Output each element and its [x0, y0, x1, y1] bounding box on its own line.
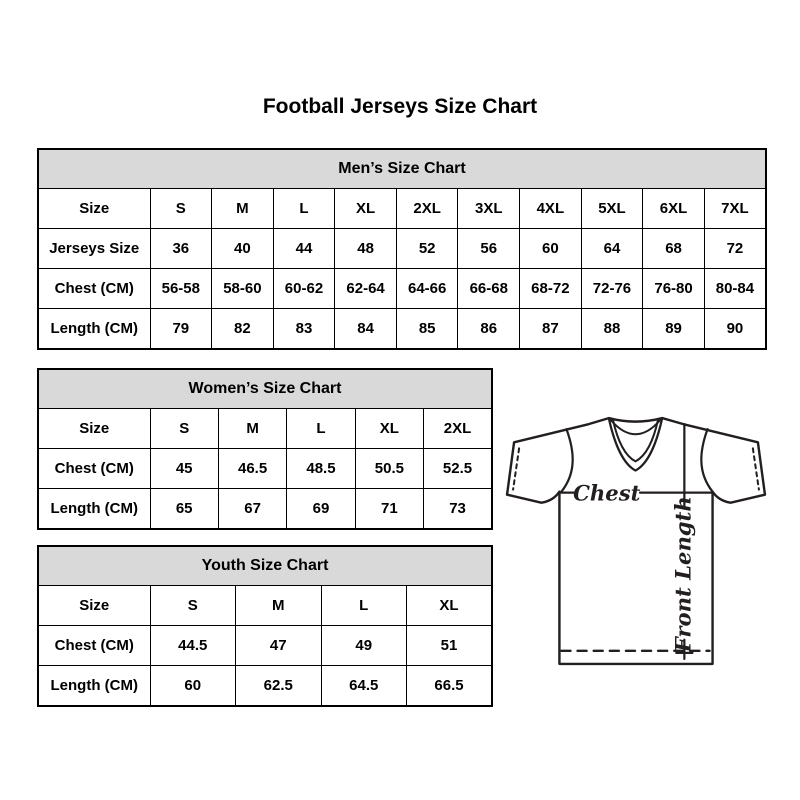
value-cell: 45	[150, 449, 218, 489]
value-cell: 86	[458, 309, 520, 350]
table-row	[38, 409, 492, 449]
row-label-cell: Chest (CM)	[38, 269, 150, 309]
value-cell: 80-84	[704, 269, 766, 309]
value-cell: 64.5	[321, 666, 407, 707]
row-label-cell: Chest (CM)	[38, 626, 150, 666]
value-cell: 40	[212, 229, 274, 269]
table-title: Youth Size Chart	[38, 546, 492, 586]
table-row	[38, 269, 766, 309]
value-cell: 52.5	[424, 449, 492, 489]
value-cell: 56-58	[150, 269, 212, 309]
table-row	[38, 666, 492, 707]
value-cell: 68-72	[520, 269, 582, 309]
row-label-cell: Jerseys Size	[38, 229, 150, 269]
size-header-cell: S	[150, 409, 218, 449]
table-title: Men’s Size Chart	[38, 149, 766, 189]
value-cell: 69	[287, 489, 355, 530]
value-cell: 82	[212, 309, 274, 350]
value-cell: 90	[704, 309, 766, 350]
table-row	[38, 449, 492, 489]
size-header-cell: 2XL	[396, 189, 458, 229]
left-sleeve-seam	[561, 429, 572, 491]
value-cell: 87	[520, 309, 582, 350]
row-label-cell: Size	[38, 189, 150, 229]
value-cell: 64	[581, 229, 643, 269]
left-cuff-dashed-line	[513, 448, 519, 489]
value-cell: 60	[520, 229, 582, 269]
size-header-cell: XL	[407, 586, 493, 626]
value-cell: 83	[273, 309, 335, 350]
value-cell: 89	[643, 309, 705, 350]
value-cell: 67	[218, 489, 286, 530]
table-row	[38, 626, 492, 666]
row-label-cell: Length (CM)	[38, 489, 150, 530]
value-cell: 72-76	[581, 269, 643, 309]
size-header-cell: 6XL	[643, 189, 705, 229]
mens-size-chart-table	[37, 148, 767, 350]
size-header-cell: M	[236, 586, 322, 626]
value-cell: 52	[396, 229, 458, 269]
value-cell: 60	[150, 666, 236, 707]
value-cell: 66.5	[407, 666, 493, 707]
table-row	[38, 309, 766, 350]
size-header-cell: L	[273, 189, 335, 229]
row-label-cell: Length (CM)	[38, 666, 150, 707]
table-title-row	[38, 546, 492, 586]
value-cell: 48.5	[287, 449, 355, 489]
value-cell: 62.5	[236, 666, 322, 707]
size-header-cell: L	[287, 409, 355, 449]
youth-size-chart-table	[37, 545, 493, 707]
value-cell: 60-62	[273, 269, 335, 309]
page-title: Football Jerseys Size Chart	[262, 95, 538, 118]
value-cell: 46.5	[218, 449, 286, 489]
value-cell: 65	[150, 489, 218, 530]
right-sleeve-seam	[701, 429, 712, 491]
value-cell: 56	[458, 229, 520, 269]
jersey-outline	[507, 418, 765, 664]
size-header-cell: 7XL	[704, 189, 766, 229]
value-cell: 51	[407, 626, 493, 666]
value-cell: 48	[335, 229, 397, 269]
table-row	[38, 229, 766, 269]
value-cell: 44.5	[150, 626, 236, 666]
value-cell: 88	[581, 309, 643, 350]
size-header-cell: M	[218, 409, 286, 449]
value-cell: 68	[643, 229, 705, 269]
value-cell: 44	[273, 229, 335, 269]
right-cuff-dashed-line	[753, 448, 759, 489]
value-cell: 84	[335, 309, 397, 350]
table-title-row	[38, 149, 766, 189]
value-cell: 49	[321, 626, 407, 666]
value-cell: 64-66	[396, 269, 458, 309]
value-cell: 47	[236, 626, 322, 666]
front-length-label: Front Length	[670, 496, 696, 653]
size-header-cell: XL	[335, 189, 397, 229]
row-label-cell: Size	[38, 409, 150, 449]
value-cell: 76-80	[643, 269, 705, 309]
table-title-row	[38, 369, 492, 409]
table-row	[38, 189, 766, 229]
size-header-cell: 5XL	[581, 189, 643, 229]
jersey-illustration	[503, 405, 771, 673]
size-header-cell: S	[150, 586, 236, 626]
chest-label: Chest	[573, 480, 641, 506]
size-header-cell: S	[150, 189, 212, 229]
size-header-cell: XL	[355, 409, 423, 449]
womens-size-chart-table	[37, 368, 493, 530]
row-label-cell: Chest (CM)	[38, 449, 150, 489]
value-cell: 85	[396, 309, 458, 350]
value-cell: 36	[150, 229, 212, 269]
row-label-cell: Length (CM)	[38, 309, 150, 350]
size-header-cell: 4XL	[520, 189, 582, 229]
value-cell: 72	[704, 229, 766, 269]
table-row	[38, 586, 492, 626]
jersey-measurement-diagram	[503, 405, 771, 673]
collar-inner-band	[613, 419, 658, 461]
value-cell: 66-68	[458, 269, 520, 309]
value-cell: 50.5	[355, 449, 423, 489]
table-row	[38, 489, 492, 530]
size-header-cell: L	[321, 586, 407, 626]
row-label-cell: Size	[38, 586, 150, 626]
value-cell: 73	[424, 489, 492, 530]
value-cell: 79	[150, 309, 212, 350]
value-cell: 58-60	[212, 269, 274, 309]
value-cell: 71	[355, 489, 423, 530]
size-header-cell: 3XL	[458, 189, 520, 229]
size-header-cell: M	[212, 189, 274, 229]
size-header-cell: 2XL	[424, 409, 492, 449]
value-cell: 62-64	[335, 269, 397, 309]
table-title: Women’s Size Chart	[38, 369, 492, 409]
